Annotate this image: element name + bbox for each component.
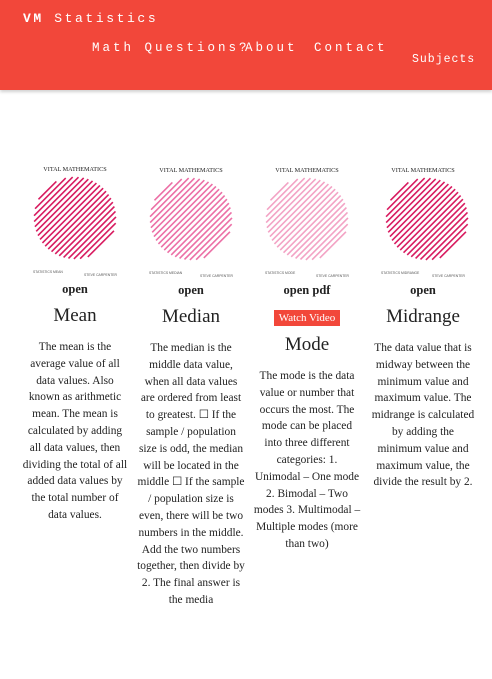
hatch-line (168, 196, 225, 253)
thumb-footer-left: STATISTICS MODE (265, 271, 296, 275)
hatch-line (404, 196, 461, 253)
mean-thumbnail[interactable] (25, 160, 125, 280)
hatch-line (267, 179, 298, 210)
hatch-line (390, 182, 445, 237)
thumb-footer-right: STEVE CARPENTER (200, 274, 233, 278)
hatch-line (387, 179, 418, 210)
hatch-line (300, 212, 347, 259)
hatched-circle-graphic (34, 177, 116, 259)
hatch-line (68, 211, 115, 258)
hatch-line (34, 177, 73, 216)
mode-thumbnail[interactable] (257, 161, 357, 281)
hatch-line (272, 184, 328, 240)
open-link[interactable]: open (410, 283, 436, 297)
hatch-line (38, 181, 93, 236)
hatched-circle-graphic (266, 178, 348, 260)
top-navbar (0, 0, 492, 90)
card-mode (253, 161, 361, 553)
thumb-heading: VITAL MATHEMATICS (43, 166, 107, 173)
open-link[interactable]: open (62, 282, 88, 296)
card-description: The median is the middle data value, when all data values are ordered from least to greatest. ☐ If the sample / population size is odd, the median will be located in the middle ☐ If the sample / population size is even, there will be two numbers in the middle. Add the two numbers together, then divide by 2. The final answer is the media (137, 342, 245, 606)
hatch-line (34, 177, 78, 221)
hatch-line (42, 185, 99, 242)
hatch-line (35, 178, 66, 209)
thumb-footer-left: STATISTICS MIDRANGE (381, 271, 420, 275)
brand-name: Statistics (43, 11, 159, 26)
hatch-line (284, 196, 341, 253)
thumb-footer-right: STEVE CARPENTER (84, 273, 117, 277)
card-title: Mode (284, 334, 330, 355)
hatch-line (158, 186, 215, 243)
hatch-line (40, 183, 96, 239)
card-title: Mean (53, 305, 97, 326)
card-description: The mode is the data value or number that occurs the most. The mode can be placed into three different categories: 1. Unimodal – One mode 2. Bimodal – Two modes 3. Multimodal – Multiple modes (more than two) (253, 370, 361, 550)
hatch-line (407, 199, 463, 255)
watch-video-button[interactable]: Watch Video (274, 310, 341, 326)
card-title: Midrange (386, 306, 460, 327)
card-mean (21, 160, 129, 524)
hatch-line (150, 178, 189, 217)
thumb-footer-left: STATISTICS MEAN (33, 270, 63, 274)
card-description: The mean is the average value of all data values. Also known as arithmetic mean. The mean is calculated by adding all data values, then dividing the total of all added data values by the total number of data values. (22, 341, 128, 521)
nav-math-questions[interactable]: Math Questions? (92, 41, 250, 55)
hatch-line (184, 212, 231, 259)
midrange-thumbnail[interactable] (373, 161, 473, 281)
thumb-footer-right: STEVE CARPENTER (432, 274, 465, 278)
hatch-line (151, 179, 182, 210)
hatched-circle-graphic (150, 178, 232, 260)
subjects-menu[interactable]: Subjects (412, 53, 476, 66)
thumb-footer-right: STEVE CARPENTER (316, 274, 349, 278)
hatch-line (156, 184, 212, 240)
hatch-line (171, 199, 227, 255)
thumb-footer-left: STATISTICS MEDIAN (149, 271, 183, 275)
hatch-line (270, 182, 325, 237)
nav-about[interactable]: About (245, 41, 298, 55)
hatch-line (287, 199, 343, 255)
hatch-line (274, 186, 331, 243)
thumb-heading: VITAL MATHEMATICS (159, 167, 223, 174)
card-description: The data value that is midway between the minimum value and maximum value. The midrange is calculated by adding the minimum value and maximum value, the divide the result by 2. (371, 342, 475, 489)
card-midrange (369, 161, 477, 491)
hatch-line (266, 178, 310, 222)
brand-initials: VM (23, 11, 44, 26)
open-link[interactable]: open (178, 283, 204, 297)
open-pdf-link[interactable]: open pdf (283, 283, 331, 297)
card-median (137, 161, 245, 609)
card-title: Median (161, 306, 221, 327)
nav-contact[interactable]: Contact (314, 41, 388, 55)
median-thumbnail[interactable] (141, 161, 241, 281)
thumb-heading: VITAL MATHEMATICS (391, 167, 455, 174)
thumb-heading: VITAL MATHEMATICS (275, 167, 339, 174)
hatch-line (150, 178, 194, 222)
hatch-line (394, 186, 451, 243)
hatch-line (55, 198, 111, 254)
hatch-line (386, 178, 425, 217)
hatch-line (52, 195, 109, 252)
hatch-line (266, 178, 305, 217)
hatched-circle-graphic (386, 178, 468, 260)
hatch-line (386, 178, 430, 222)
hatch-line (420, 212, 467, 259)
hatch-line (154, 182, 209, 237)
site-brand[interactable] (23, 11, 158, 26)
hatch-line (392, 184, 448, 240)
